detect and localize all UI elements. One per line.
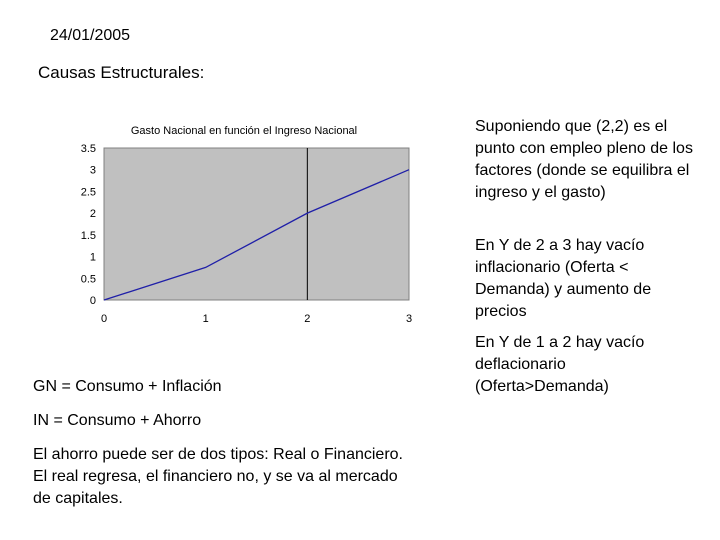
chart-title: Gasto Nacional en función el Ingreso Nacional — [130, 125, 358, 137]
y-tick-label: 1 — [89, 251, 96, 264]
right-paragraph-3: En Y de 1 a 2 hay vacío deflacionario (Oferta>Demanda) — [475, 334, 645, 395]
left-paragraph-1: GN = Consumo + Inflación — [33, 378, 222, 395]
right-paragraph-2: En Y de 2 a 3 hay vacío inflacionario (Oferta < Demanda) y aumento de precios — [475, 237, 652, 320]
y-tick-label: 2 — [89, 208, 96, 221]
slide-subtitle: Causas Estructurales: — [38, 63, 205, 82]
x-tick-label: 2 — [304, 313, 311, 325]
left-paragraph-3: El ahorro puede ser de dos tipos: Real o Financiero. El real regresa, el financiero no, y se va al mercado de capitales. — [33, 446, 403, 507]
x-tick-label: 1 — [202, 313, 209, 325]
y-tick-label: 3 — [89, 164, 96, 177]
y-tick-label: 0 — [89, 295, 96, 307]
left-paragraph-2: IN = Consumo + Ahorro — [33, 412, 202, 429]
x-tick-label: 3 — [405, 313, 413, 325]
x-tick-label: 0 — [100, 313, 108, 325]
y-tick-label: 2.5 — [80, 186, 96, 199]
plot-background — [104, 148, 409, 300]
right-paragraph-1: Suponiendo que (2,2) es el punto con empleo pleno de los factores (donde se equilibra el ingreso y el gasto) — [475, 118, 693, 201]
y-tick-label: 0.5 — [80, 273, 96, 286]
gasto-chart — [60, 118, 430, 338]
y-tick-label: 3.5 — [80, 143, 96, 155]
slide-date: 24/01/2005 — [50, 27, 131, 44]
y-tick-label: 1.5 — [80, 229, 96, 242]
